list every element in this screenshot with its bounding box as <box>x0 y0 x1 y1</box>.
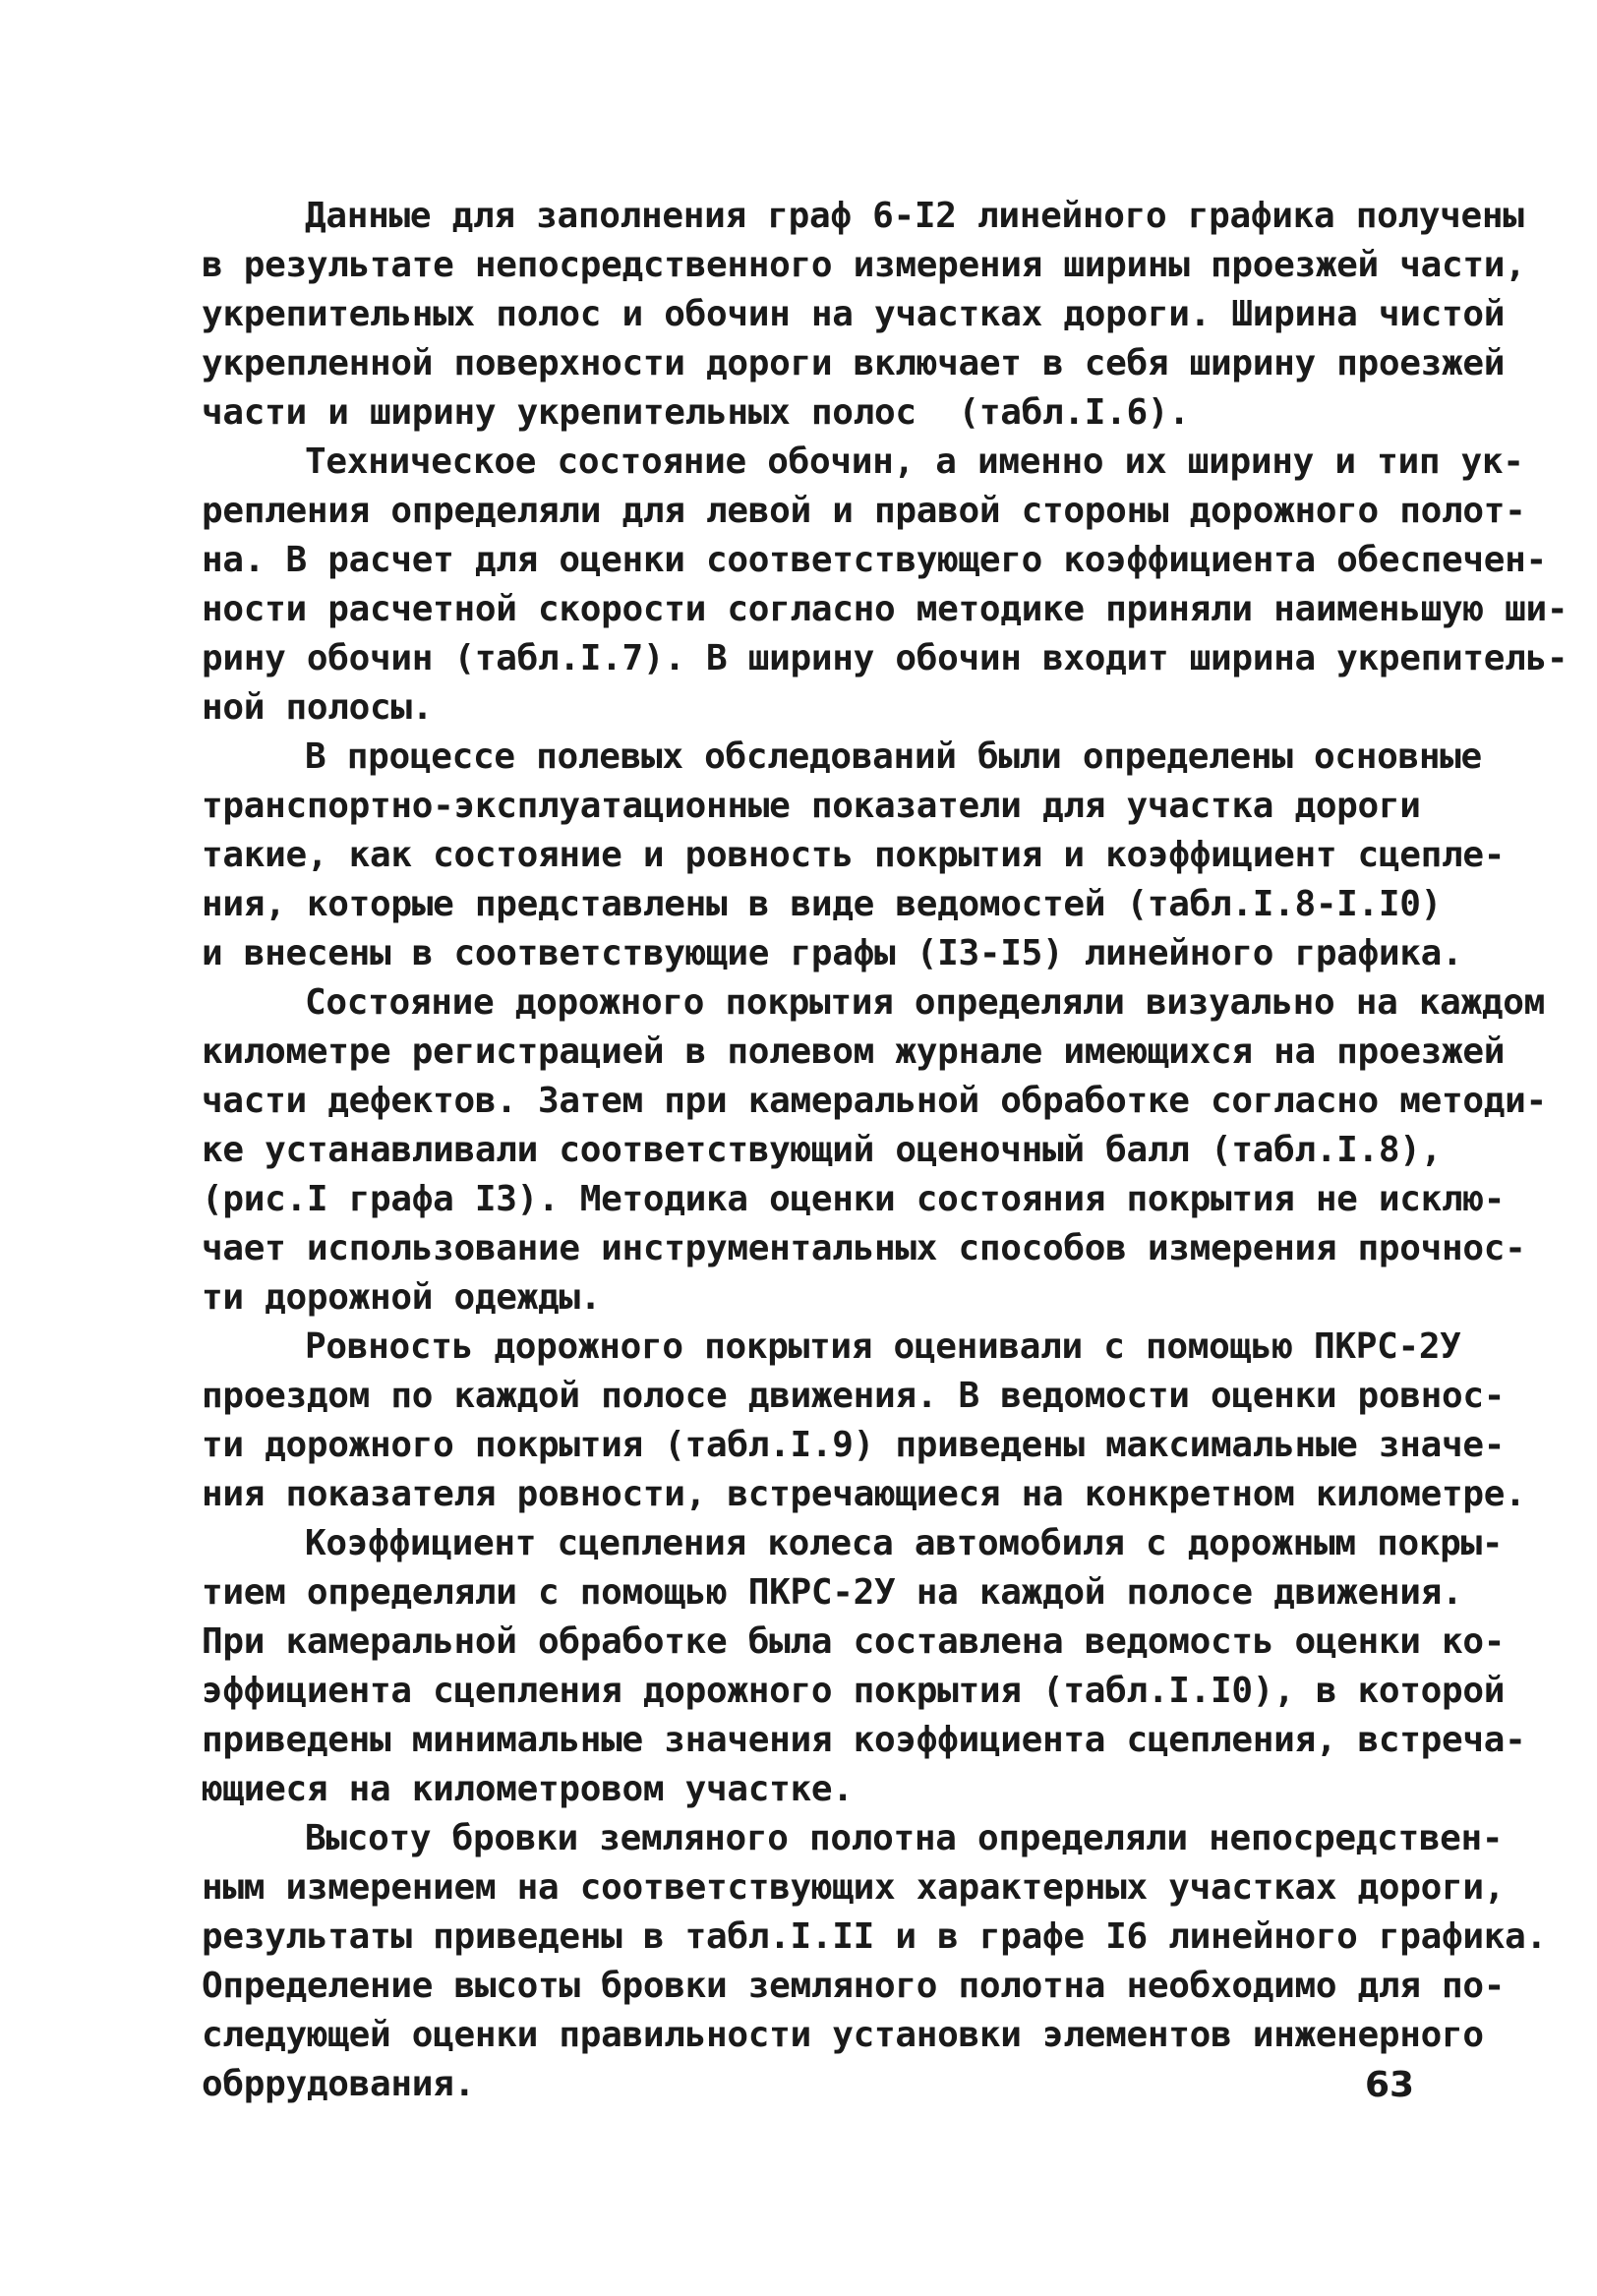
text-line: Данные для заполнения граф 6-I2 линейного графика получены <box>305 196 1524 236</box>
text-line: эффициента сцепления дорожного покрытия (табл.I.I0), в которой <box>202 1671 1506 1711</box>
document-body <box>202 192 1568 2109</box>
text-line: репления определяли для левой и правой стороны дорожного полот- <box>202 491 1526 531</box>
text-line: Состояние дорожного покрытия определяли визуально на каждом <box>305 982 1546 1023</box>
text-line: рину обочин (табл.I.7). В ширину обочин входит ширина укрепитель- <box>202 638 1568 678</box>
paragraph-3 <box>202 733 1506 978</box>
text-line: приведены минимальные значения коэффициента сцепления, встреча- <box>202 1720 1526 1760</box>
paragraph-6 <box>202 1519 1526 1814</box>
text-line: транспортно-эксплуатационные показатели для участка дороги <box>202 786 1421 826</box>
text-line: следующей оценки правильности установки элементов инженерного <box>202 2015 1484 2055</box>
paragraph-2 <box>202 438 1568 733</box>
text-line: Коэффициент сцепления колеса автомобиля с дорожным покры- <box>305 1523 1504 1563</box>
text-line: ной полосы. <box>202 687 434 728</box>
paragraph-4 <box>202 978 1547 1323</box>
text-line: При камеральной обработке была составлена ведомость оценки ко- <box>202 1621 1506 1662</box>
text-line: такие, как состояние и ровность покрытия и коэффициент сцепле- <box>202 835 1506 875</box>
text-line: ке устанавливали соответствующий оценочный балл (табл.I.8), <box>202 1130 1443 1170</box>
text-line: Ровность дорожного покрытия оценивали с помощью ПКРС-2У <box>305 1326 1461 1367</box>
text-line: ти дорожной одежды. <box>202 1277 602 1318</box>
text-line: чает использование инструментальных способов измерения прочнос- <box>202 1228 1526 1268</box>
text-line: (рис.I графа I3). Методика оценки состояния покрытия не исклю- <box>202 1179 1506 1219</box>
text-line: укрепительных полос и обочин на участках дороги. Ширина чистой <box>202 294 1506 334</box>
text-line: ти дорожного покрытия (табл.I.9) приведены максимальные значе- <box>202 1425 1506 1465</box>
text-line: В процессе полевых обследований были определены основные <box>305 736 1482 777</box>
text-line: ным измерением на соответствующих характерных участках дороги, <box>202 1867 1506 1908</box>
text-line: ности расчетной скорости согласно методике приняли наименьшую ши- <box>202 589 1568 629</box>
text-line: ния показателя ровности, встречающиеся на конкретном километре. <box>202 1474 1526 1514</box>
text-line: укрепленной поверхности дороги включает в себя ширину проезжей <box>202 343 1506 383</box>
text-line: части и ширину укрепительных полос (табл.I.6). <box>202 392 1190 433</box>
text-line: тием определяли с помощью ПКРС-2У на каждой полосе движения. <box>202 1572 1463 1613</box>
text-line: обррудования. <box>202 2064 475 2104</box>
text-line: Определение высоты бровки земляного полотна необходимо для по- <box>202 1966 1506 2006</box>
text-line: проездом по каждой полосе движения. В ведомости оценки ровнос- <box>202 1376 1506 1416</box>
paragraph-7 <box>202 1814 1547 2109</box>
text-line: результаты приведены в табл.I.II и в графе I6 линейного графика. <box>202 1916 1547 1957</box>
paragraph-1 <box>202 192 1526 438</box>
text-line: ния, которые представлены в виде ведомостей (табл.I.8-I.I0) <box>202 884 1443 924</box>
text-line: Высоту бровки земляного полотна определяли непосредствен- <box>305 1818 1504 1858</box>
page-number: 63 <box>1365 2065 1415 2105</box>
text-line: части дефектов. Затем при камеральной обработке согласно методи- <box>202 1081 1547 1121</box>
text-line: километре регистрацией в полевом журнале имеющихся на проезжей <box>202 1031 1506 1072</box>
text-line: и внесены в соответствующие графы (I3-I5) линейного графика. <box>202 933 1463 973</box>
text-line: на. В расчет для оценки соответствующего коэффициента обеспечен- <box>202 540 1547 580</box>
text-line: Техническое состояние обочин, а именно их ширину и тип ук- <box>305 442 1524 482</box>
text-line: ющиеся на километровом участке. <box>202 1769 854 1809</box>
text-line: в результате непосредственного измерения ширины проезжей части, <box>202 245 1526 285</box>
paragraph-5 <box>202 1323 1526 1519</box>
